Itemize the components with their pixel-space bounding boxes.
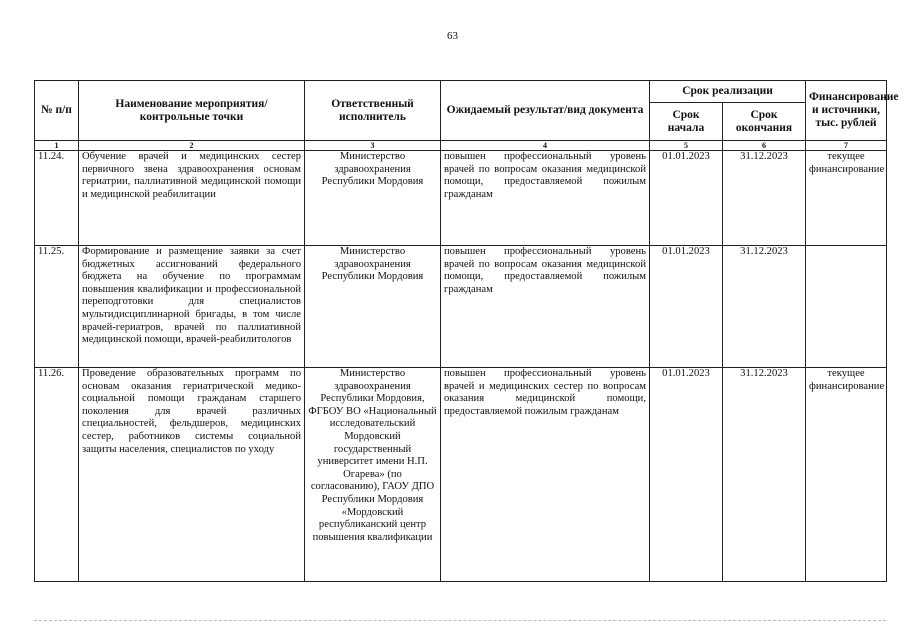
header-period: Срок реализации xyxy=(650,81,806,103)
row-number: 11.25. xyxy=(35,246,79,368)
column-number: 4 xyxy=(441,141,650,151)
table-row xyxy=(35,246,887,368)
header-executor: Ответственный исполнитель xyxy=(305,81,441,141)
end-date: 31.12.2023 xyxy=(723,246,806,368)
column-number: 1 xyxy=(35,141,79,151)
end-date: 31.12.2023 xyxy=(723,368,806,582)
column-number: 5 xyxy=(650,141,723,151)
executor: Министерство здравоохранения Республики Мордовия, ФГБОУ ВО «Национальный исследовательский Мордовский государственный университет имени Н.П. Огарева» (по согласованию), ГАОУ ДПО Республики Мордовия «Мордовский республиканский центр повышения квалификации xyxy=(305,368,441,582)
end-date: 31.12.2023 xyxy=(723,151,806,246)
column-number: 2 xyxy=(79,141,305,151)
column-number: 3 xyxy=(305,141,441,151)
header-name: Наименование мероприятия/ контрольные точки xyxy=(79,81,305,141)
page-bottom-divider xyxy=(34,620,886,621)
expected-result: повышен профессиональный уровень врачей и медицинских сестер по вопросам оказания медицинской помощи, предоставляемой пожилым гражданам xyxy=(441,368,650,582)
expected-result: повышен профессиональный уровень врачей по вопросам оказания медицинской помощи, предоставляемой пожилым гражданам xyxy=(441,246,650,368)
header-finance: Финансирование и источники, тыс. рублей xyxy=(806,81,887,141)
column-number: 6 xyxy=(723,141,806,151)
financing xyxy=(806,246,887,368)
financing: текущее финансирование xyxy=(806,151,887,246)
header-start: Срок начала xyxy=(650,103,723,141)
table-row xyxy=(35,151,887,246)
column-numbers-row xyxy=(35,141,887,151)
executor: Министерство здравоохранения Республики Мордовия xyxy=(305,246,441,368)
header-num: № п/п xyxy=(35,81,79,141)
start-date: 01.01.2023 xyxy=(650,368,723,582)
column-number: 7 xyxy=(806,141,887,151)
activity-name: Проведение образовательных программ по основам оказания гериатрической медико-социальной помощи гражданам старшего поколения для врачей различных специальностей, фельдшеров, медицинских сестер, работников системы социальной защиты населения, специалистов по уходу xyxy=(79,368,305,582)
activity-name: Обучение врачей и медицинских сестер первичного звена здравоохранения основам гериатрии, паллиативной медицинской помощи и медицинской реабилитации xyxy=(79,151,305,246)
header-result: Ожидаемый результат/вид документа xyxy=(441,81,650,141)
start-date: 01.01.2023 xyxy=(650,246,723,368)
expected-result: повышен профессиональный уровень врачей по вопросам оказания медицинской помощи, предоставляемой пожилым гражданам xyxy=(441,151,650,246)
row-number: 11.24. xyxy=(35,151,79,246)
header-end: Срок окончания xyxy=(723,103,806,141)
table-row xyxy=(35,368,887,582)
plan-table xyxy=(34,80,899,582)
activity-name: Формирование и размещение заявки за счет бюджетных ассигнований федерального бюджета на обучение по программам повышения квалификации и профессиональной переподготовки для специалистов мультидисциплинарной бригады, в том числе врачей-гериатров, врачей по паллиативной медицинской помощи, врачей-реабилитологов xyxy=(79,246,305,368)
financing: текущее финансирование xyxy=(806,368,887,582)
start-date: 01.01.2023 xyxy=(650,151,723,246)
page-number: 63 xyxy=(447,30,458,42)
executor: Министерство здравоохранения Республики Мордовия xyxy=(305,151,441,246)
row-number: 11.26. xyxy=(35,368,79,582)
